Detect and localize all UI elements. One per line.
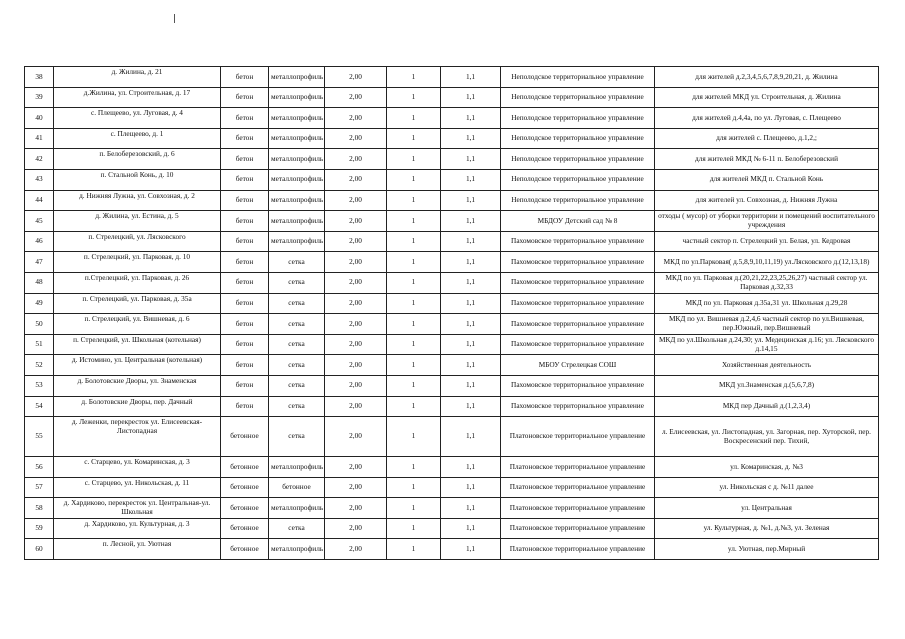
enclosure-cell: металлопрофиль: [269, 149, 325, 170]
capacity-cell: 1,1: [441, 334, 501, 355]
volume-cell: 2,00: [325, 355, 387, 376]
served-objects-cell: для жителей д.4,4а, по ул. Луговая, с. Плещеево: [655, 108, 879, 129]
served-objects-cell: МКД пер Дачный д.(1,2,3,4): [655, 396, 879, 417]
row-number: 40: [25, 108, 54, 129]
enclosure-cell: сетка: [269, 375, 325, 396]
volume-cell: 2,00: [325, 477, 387, 498]
volume-cell: 2,00: [325, 272, 387, 293]
enclosure-cell: металлопрофиль: [269, 87, 325, 108]
container-count-cell: 1: [387, 417, 441, 457]
volume-cell: 2,00: [325, 87, 387, 108]
capacity-cell: 1,1: [441, 149, 501, 170]
served-objects-cell: МКД по ул. Парковая д.(20,21,22,23,25,26,27) частный сектор ул. Парковая д.32,33: [655, 272, 879, 293]
volume-cell: 2,00: [325, 108, 387, 129]
volume-cell: 2,00: [325, 128, 387, 149]
served-objects-cell: ул. Центральная: [655, 498, 879, 519]
served-objects-cell: ул. Никольская с д. №11 далее: [655, 477, 879, 498]
container-count-cell: 1: [387, 539, 441, 560]
address-cell: д. Болотовские Дворы, пер. Дачный: [54, 396, 221, 417]
row-number: 46: [25, 231, 54, 252]
table-row: [25, 108, 879, 129]
volume-cell: 2,00: [325, 67, 387, 88]
row-number: 56: [25, 457, 54, 478]
capacity-cell: 1,1: [441, 375, 501, 396]
table-row: [25, 87, 879, 108]
row-number: 39: [25, 87, 54, 108]
capacity-cell: 1,1: [441, 211, 501, 232]
row-number: 50: [25, 314, 54, 335]
enclosure-cell: сетка: [269, 417, 325, 457]
enclosure-cell: металлопрофиль: [269, 128, 325, 149]
container-count-cell: 1: [387, 128, 441, 149]
served-objects-cell: Хозяйственная деятельность: [655, 355, 879, 376]
base-material-cell: бетон: [221, 355, 269, 376]
capacity-cell: 1,1: [441, 128, 501, 149]
base-material-cell: бетон: [221, 375, 269, 396]
row-number: 58: [25, 498, 54, 519]
enclosure-cell: сетка: [269, 396, 325, 417]
address-cell: п. Стрелецкий, ул. Парковая, д. 35а: [54, 293, 221, 314]
base-material-cell: бетон: [221, 87, 269, 108]
container-count-cell: 1: [387, 498, 441, 519]
table-row: [25, 293, 879, 314]
base-material-cell: бетон: [221, 190, 269, 211]
served-objects-cell: ул. Культурная, д. №1, д.№3, ул. Зеленая: [655, 518, 879, 539]
table-row: [25, 457, 879, 478]
container-count-cell: 1: [387, 87, 441, 108]
container-count-cell: 1: [387, 108, 441, 129]
base-material-cell: бетон: [221, 108, 269, 129]
volume-cell: 2,00: [325, 498, 387, 519]
table-row: [25, 231, 879, 252]
organization-cell: Платоновское территориальное управление: [501, 498, 655, 519]
enclosure-cell: сетка: [269, 314, 325, 335]
volume-cell: 2,00: [325, 417, 387, 457]
volume-cell: 2,00: [325, 252, 387, 273]
capacity-cell: 1,1: [441, 498, 501, 519]
capacity-cell: 1,1: [441, 539, 501, 560]
address-cell: д. Истомино, ул. Центральная (котельная): [54, 355, 221, 376]
container-count-cell: 1: [387, 293, 441, 314]
address-cell: с. Старцево, ул. Комаринская, д. 3: [54, 457, 221, 478]
container-count-cell: 1: [387, 67, 441, 88]
address-cell: п. Стальной Конь, д. 10: [54, 169, 221, 190]
enclosure-cell: металлопрофиль: [269, 457, 325, 478]
organization-cell: Пахомовское территориальное управление: [501, 231, 655, 252]
row-number: 45: [25, 211, 54, 232]
row-number: 43: [25, 169, 54, 190]
base-material-cell: бетонное: [221, 498, 269, 519]
container-count-cell: 1: [387, 314, 441, 335]
table-row: [25, 252, 879, 273]
base-material-cell: бетон: [221, 149, 269, 170]
capacity-cell: 1,1: [441, 355, 501, 376]
table-row: [25, 272, 879, 293]
table-row: [25, 355, 879, 376]
base-material-cell: бетон: [221, 231, 269, 252]
organization-cell: Пахомовское территориальное управление: [501, 334, 655, 355]
row-number: 55: [25, 417, 54, 457]
served-objects-cell: МКД ул.Знаменская д.(5,6,7,8): [655, 375, 879, 396]
volume-cell: 2,00: [325, 518, 387, 539]
organization-cell: Платоновское территориальное управление: [501, 539, 655, 560]
volume-cell: 2,00: [325, 231, 387, 252]
enclosure-cell: сетка: [269, 334, 325, 355]
scan-mark: [174, 14, 175, 23]
capacity-cell: 1,1: [441, 477, 501, 498]
container-count-cell: 1: [387, 272, 441, 293]
base-material-cell: бетонное: [221, 477, 269, 498]
table-row: [25, 539, 879, 560]
organization-cell: Пахомовское территориальное управление: [501, 314, 655, 335]
base-material-cell: бетон: [221, 169, 269, 190]
served-objects-cell: для жителей д.2,3,4,5,6,7,8,9,20,21, д. Жилина: [655, 67, 879, 88]
organization-cell: Пахомовское территориальное управление: [501, 272, 655, 293]
served-objects-cell: для жителей МКД ул. Строительная, д. Жилина: [655, 87, 879, 108]
address-cell: д. Жилина, д. 21: [54, 67, 221, 88]
organization-cell: Пахомовское территориальное управление: [501, 375, 655, 396]
capacity-cell: 1,1: [441, 457, 501, 478]
enclosure-cell: бетонное: [269, 477, 325, 498]
container-count-cell: 1: [387, 375, 441, 396]
waste-sites-table: [24, 66, 879, 560]
capacity-cell: 1,1: [441, 87, 501, 108]
base-material-cell: бетон: [221, 396, 269, 417]
served-objects-cell: МКД по ул.Школьная д.24,30; ул. Медецинская д.16; ул. Лясковского д.14,15: [655, 334, 879, 355]
served-objects-cell: л. Елисеевская, ул. Листопадная, ул. Загорная, пер. Хуторской, пер. Воскресенский пер. Тихий,: [655, 417, 879, 457]
container-count-cell: 1: [387, 396, 441, 417]
served-objects-cell: для жителей с. Плещеево, д.1,2,;: [655, 128, 879, 149]
address-cell: д. Нижняя Лужна, ул. Совхозная, д. 2: [54, 190, 221, 211]
served-objects-cell: МКД по ул.Парковая( д.5,8,9,10,11,19) ул.Лясковского д.(12,13,18): [655, 252, 879, 273]
organization-cell: Платоновское территориальное управление: [501, 477, 655, 498]
organization-cell: Неполодское территориальное управление: [501, 87, 655, 108]
table-row: [25, 211, 879, 232]
capacity-cell: 1,1: [441, 293, 501, 314]
address-cell: д. Хардиково, ул. Культурная, д. 3: [54, 518, 221, 539]
volume-cell: 2,00: [325, 375, 387, 396]
container-count-cell: 1: [387, 169, 441, 190]
volume-cell: 2,00: [325, 211, 387, 232]
address-cell: п. Стрелецкий, ул. Лясковского: [54, 231, 221, 252]
served-objects-cell: ул. Комаринская, д. №3: [655, 457, 879, 478]
enclosure-cell: металлопрофиль: [269, 190, 325, 211]
enclosure-cell: сетка: [269, 293, 325, 314]
volume-cell: 2,00: [325, 314, 387, 335]
base-material-cell: бетон: [221, 272, 269, 293]
table-row: [25, 128, 879, 149]
row-number: 38: [25, 67, 54, 88]
address-cell: д. Леженки, перекресток ул. Елисеевская-Листопадная: [54, 417, 221, 457]
base-material-cell: бетон: [221, 128, 269, 149]
organization-cell: МБДОУ Детский сад № 8: [501, 211, 655, 232]
row-number: 49: [25, 293, 54, 314]
enclosure-cell: металлопрофиль: [269, 108, 325, 129]
enclosure-cell: металлопрофиль: [269, 211, 325, 232]
served-objects-cell: частный сектор п. Стрелецкий ул. Белая, ул. Кедровая: [655, 231, 879, 252]
organization-cell: Неполодское территориальное управление: [501, 149, 655, 170]
served-objects-cell: для жителей ул. Совхозная, д. Нижняя Лужна: [655, 190, 879, 211]
table-body: [25, 67, 879, 560]
served-objects-cell: для жителей МКД п. Стальной Конь: [655, 169, 879, 190]
organization-cell: МБОУ Стрелецкая СОШ: [501, 355, 655, 376]
row-number: 53: [25, 375, 54, 396]
enclosure-cell: сетка: [269, 252, 325, 273]
organization-cell: Платоновское территориальное управление: [501, 457, 655, 478]
base-material-cell: бетонное: [221, 457, 269, 478]
served-objects-cell: отходы ( мусор) от уборки территории и помещений воспитательного учреждения: [655, 211, 879, 232]
enclosure-cell: металлопрофиль: [269, 67, 325, 88]
capacity-cell: 1,1: [441, 272, 501, 293]
table-row: [25, 314, 879, 335]
address-cell: п.Стрелецкий, ул. Парковая, д. 26: [54, 272, 221, 293]
address-cell: п. Стрелецкий, ул. Вишневая, д. 6: [54, 314, 221, 335]
table-row: [25, 417, 879, 457]
organization-cell: Пахомовское территориальное управление: [501, 396, 655, 417]
table-row: [25, 67, 879, 88]
organization-cell: Платоновское территориальное управление: [501, 518, 655, 539]
enclosure-cell: металлопрофиль: [269, 231, 325, 252]
volume-cell: 2,00: [325, 293, 387, 314]
container-count-cell: 1: [387, 252, 441, 273]
served-objects-cell: МКД по ул. Вишневая д.2,4,6 частный сектор по ул.Вишневая, пер.Южный, пер.Вишневый: [655, 314, 879, 335]
address-cell: п. Лесной, ул. Уютная: [54, 539, 221, 560]
address-cell: д. Хардиково, перекресток ул. Центральная-ул. Школьная: [54, 498, 221, 519]
row-number: 44: [25, 190, 54, 211]
base-material-cell: бетонное: [221, 417, 269, 457]
capacity-cell: 1,1: [441, 518, 501, 539]
volume-cell: 2,00: [325, 539, 387, 560]
organization-cell: Неполодское территориальное управление: [501, 190, 655, 211]
capacity-cell: 1,1: [441, 314, 501, 335]
row-number: 59: [25, 518, 54, 539]
table-row: [25, 149, 879, 170]
table-row: [25, 498, 879, 519]
address-cell: с. Плещеево, д. 1: [54, 128, 221, 149]
capacity-cell: 1,1: [441, 231, 501, 252]
organization-cell: Пахомовское территориальное управление: [501, 252, 655, 273]
row-number: 48: [25, 272, 54, 293]
row-number: 52: [25, 355, 54, 376]
enclosure-cell: металлопрофиль: [269, 539, 325, 560]
base-material-cell: бетон: [221, 314, 269, 335]
address-cell: д.Жилина, ул. Строительная, д. 17: [54, 87, 221, 108]
container-count-cell: 1: [387, 149, 441, 170]
base-material-cell: бетонное: [221, 518, 269, 539]
container-count-cell: 1: [387, 231, 441, 252]
organization-cell: Пахомовское территориальное управление: [501, 293, 655, 314]
row-number: 42: [25, 149, 54, 170]
address-cell: п. Белоберезовский, д. 6: [54, 149, 221, 170]
table-row: [25, 190, 879, 211]
volume-cell: 2,00: [325, 190, 387, 211]
enclosure-cell: сетка: [269, 355, 325, 376]
container-count-cell: 1: [387, 334, 441, 355]
base-material-cell: бетон: [221, 293, 269, 314]
volume-cell: 2,00: [325, 334, 387, 355]
table-row: [25, 375, 879, 396]
enclosure-cell: сетка: [269, 272, 325, 293]
capacity-cell: 1,1: [441, 252, 501, 273]
address-cell: с. Старцево, ул. Никольская, д. 11: [54, 477, 221, 498]
table-row: [25, 334, 879, 355]
served-objects-cell: МКД по ул. Парковая д.35а,31 ул. Школьная д.29,28: [655, 293, 879, 314]
served-objects-cell: для жителей МКД № 6-11 п. Белоберезовский: [655, 149, 879, 170]
row-number: 51: [25, 334, 54, 355]
capacity-cell: 1,1: [441, 396, 501, 417]
row-number: 41: [25, 128, 54, 149]
organization-cell: Платоновское территориальное управление: [501, 417, 655, 457]
enclosure-cell: сетка: [269, 518, 325, 539]
container-count-cell: 1: [387, 477, 441, 498]
base-material-cell: бетон: [221, 211, 269, 232]
address-cell: п. Стрелецкий, ул. Школьная (котельная): [54, 334, 221, 355]
organization-cell: Неполодское территориальное управление: [501, 128, 655, 149]
served-objects-cell: ул. Уютная, пер.Мирный: [655, 539, 879, 560]
capacity-cell: 1,1: [441, 190, 501, 211]
base-material-cell: бетонное: [221, 539, 269, 560]
volume-cell: 2,00: [325, 149, 387, 170]
base-material-cell: бетон: [221, 334, 269, 355]
organization-cell: Неполодское территориальное управление: [501, 169, 655, 190]
volume-cell: 2,00: [325, 457, 387, 478]
volume-cell: 2,00: [325, 169, 387, 190]
container-count-cell: 1: [387, 518, 441, 539]
base-material-cell: бетон: [221, 252, 269, 273]
row-number: 60: [25, 539, 54, 560]
row-number: 57: [25, 477, 54, 498]
capacity-cell: 1,1: [441, 108, 501, 129]
table-row: [25, 477, 879, 498]
table-row: [25, 518, 879, 539]
volume-cell: 2,00: [325, 396, 387, 417]
container-count-cell: 1: [387, 190, 441, 211]
container-count-cell: 1: [387, 211, 441, 232]
address-cell: д. Жилина, ул. Естина, д. 5: [54, 211, 221, 232]
enclosure-cell: металлопрофиль: [269, 498, 325, 519]
base-material-cell: бетон: [221, 67, 269, 88]
row-number: 47: [25, 252, 54, 273]
address-cell: д. Болотовские Дворы, ул. Знаменская: [54, 375, 221, 396]
table-row: [25, 169, 879, 190]
capacity-cell: 1,1: [441, 417, 501, 457]
container-count-cell: 1: [387, 457, 441, 478]
organization-cell: Неполодское территориальное управление: [501, 108, 655, 129]
enclosure-cell: металлопрофиль: [269, 169, 325, 190]
address-cell: п. Стрелецкий, ул. Парковая, д. 10: [54, 252, 221, 273]
address-cell: с. Плещеево, ул. Луговая, д. 4: [54, 108, 221, 129]
capacity-cell: 1,1: [441, 169, 501, 190]
organization-cell: Неполодское территориальное управление: [501, 67, 655, 88]
table-row: [25, 396, 879, 417]
row-number: 54: [25, 396, 54, 417]
container-count-cell: 1: [387, 355, 441, 376]
capacity-cell: 1,1: [441, 67, 501, 88]
